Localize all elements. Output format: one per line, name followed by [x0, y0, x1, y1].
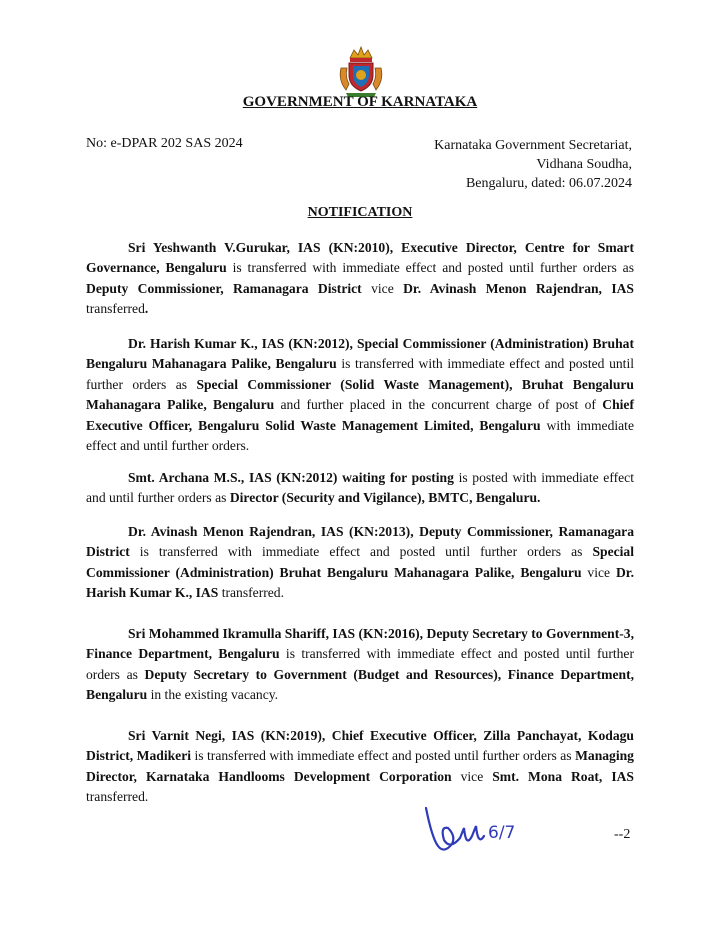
bold-text-segment: Sri Varnit Negi, IAS (KN:2019), Chief Executive Officer, Zilla Panchayat, Kodagu District, Madikeri	[86, 728, 634, 764]
text-segment: transferred	[86, 301, 145, 317]
bold-text-segment: Smt. Mona Roat, IAS	[492, 768, 634, 784]
bold-text-segment: Sri Yeshwanth V.Gurukar, IAS (KN:2010), Executive Director, Centre for Smart Governance, Bengaluru	[86, 240, 634, 276]
bold-text-segment: .	[144, 301, 149, 317]
karnataka-emblem-icon	[334, 44, 388, 98]
bold-text-segment: Smt. Archana M.S., IAS (KN:2012) waiting for posting	[128, 470, 454, 485]
notification-paragraph	[86, 468, 634, 509]
notification-paragraph	[86, 522, 634, 604]
text-segment: vice	[361, 280, 404, 296]
handwritten-signature	[418, 798, 528, 858]
text-segment: vice	[581, 564, 616, 580]
government-heading: GOVERNMENT OF KARNATAKA	[242, 94, 478, 110]
address-date-line: Bengaluru, dated: 06.07.2024	[465, 176, 632, 191]
text-segment: transferred.	[218, 585, 284, 601]
text-segment: is transferred with immediate effect and posted until further orders as	[129, 544, 593, 560]
bold-text-segment: Dr. Avinash Menon Rajendran, IAS	[403, 280, 634, 296]
page-continuation-marker: --2	[614, 827, 631, 842]
text-segment: is transferred with immediate effect and posted until further orders as	[86, 356, 634, 392]
text-segment: and further placed in the concurrent charge of post of	[274, 397, 603, 413]
text-segment: with immediate effect and until further orders.	[86, 417, 634, 454]
text-segment: is transferred with immediate effect and posted until further orders as	[226, 260, 634, 276]
bold-text-segment: Chief Executive Officer, Bengaluru Solid Waste Management Limited, Bengaluru	[86, 397, 634, 433]
notification-paragraph	[86, 334, 634, 456]
signature-date: 6/7	[488, 823, 516, 843]
text-segment: is transferred with immediate effect and posted until further orders as	[86, 646, 634, 682]
bold-text-segment: Special Commissioner (Administration) Bruhat Bengaluru Mahanagara Palike, Bengaluru	[86, 544, 634, 580]
bold-text-segment: Dr. Harish Kumar K., IAS (KN:2012), Special Commissioner (Administration) Bruhat Bengaluru Mahanagara Palike, Bengaluru	[86, 336, 634, 372]
text-segment: is transferred with immediate effect and posted until further orders as	[191, 748, 576, 764]
bold-text-segment: Dr. Harish Kumar K., IAS	[86, 564, 634, 601]
bold-text-segment: Managing Director, Karnataka Handlooms Development Corporation	[86, 748, 634, 784]
address-line: Karnataka Government Secretariat,	[434, 138, 632, 153]
bold-text-segment: Deputy Commissioner, Ramanagara District	[86, 280, 362, 296]
bold-text-segment: Director (Security and Vigilance), BMTC, Bengaluru.	[229, 490, 541, 506]
notification-paragraph	[86, 624, 634, 706]
order-number: No: e-DPAR 202 SAS 2024	[86, 136, 243, 151]
bold-text-segment: Deputy Secretary to Government (Budget and Resources), Finance Department, Bengaluru	[86, 666, 634, 703]
text-segment: vice	[451, 768, 493, 784]
text-segment: is posted with immediate effect and until further orders as	[86, 470, 634, 506]
address-line: Vidhana Soudha,	[536, 157, 632, 172]
notification-paragraph	[86, 726, 634, 808]
bold-text-segment: Sri Mohammed Ikramulla Shariff, IAS (KN:2016), Deputy Secretary to Government-3, Finance Department, Bengaluru	[86, 626, 634, 662]
address-block	[434, 136, 632, 193]
bold-text-segment: Dr. Avinash Menon Rajendran, IAS (KN:2013), Deputy Commissioner, Ramanagara District	[86, 524, 634, 560]
notification-title: NOTIFICATION	[307, 205, 413, 220]
notification-paragraph	[86, 238, 634, 320]
bold-text-segment: Special Commissioner (Solid Waste Management), Bruhat Bengaluru Mahanagara Palike, Bengaluru	[86, 376, 634, 413]
text-segment: transferred.	[86, 789, 149, 805]
text-segment: in the existing vacancy.	[147, 687, 279, 703]
